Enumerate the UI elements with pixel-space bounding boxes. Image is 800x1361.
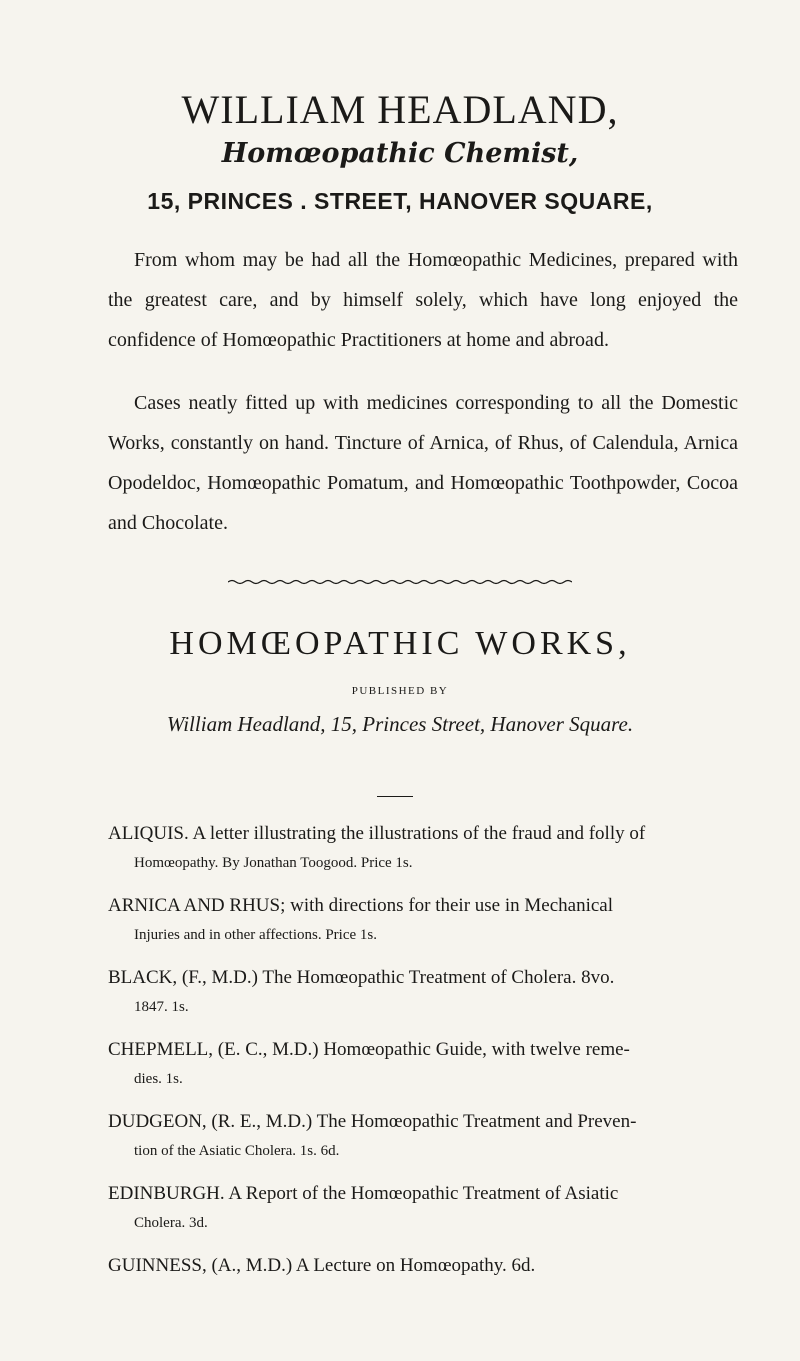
entry-details: Injuries and in other affections. Price 1s. xyxy=(134,927,377,943)
entry-title: ALIQUIS. A letter illustrating the illustrations of the fraud and folly of xyxy=(108,823,646,844)
address-line: 15, PRINCES . STREET, HANOVER SQUARE, xyxy=(147,188,653,214)
list-item xyxy=(108,962,740,1020)
list-item xyxy=(108,818,740,876)
intro-paragraph-2: Cases neatly fitted up with medicines corresponding to all the Domestic Works, constantly on hand. Tincture of Arnica, of Rhus, of Calendula, Arnica Opodeldoc, Homœopathic Pomatum, and Homœopathic Toothpowder, Cocoa and Chocolate. xyxy=(108,392,738,534)
works-list xyxy=(108,818,740,1296)
entry-title: CHEPMELL, (E. C., M.D.) Homœopathic Guide, with twelve reme- xyxy=(108,1039,630,1060)
entry-details: Cholera. 3d. xyxy=(134,1215,208,1231)
list-item xyxy=(108,1106,740,1164)
entry-details: 1847. 1s. xyxy=(134,999,189,1015)
entry-details: Homœopathy. By Jonathan Toogood. Price 1s. xyxy=(134,855,413,871)
list-item xyxy=(108,1178,740,1236)
list-item xyxy=(108,1250,740,1282)
intro-section xyxy=(108,240,738,543)
page-title: WILLIAM HEADLAND, xyxy=(181,87,619,132)
entry-details: dies. 1s. xyxy=(134,1071,183,1087)
short-divider xyxy=(377,796,413,797)
wavy-divider-line xyxy=(228,581,572,584)
list-item xyxy=(108,890,740,948)
trade-subtitle: Homœopathic Chemist, xyxy=(221,138,579,169)
published-by-label: PUBLISHED BY xyxy=(351,685,449,697)
entry-title: ARNICA AND RHUS; with directions for their use in Mechanical xyxy=(108,895,614,916)
entry-title: DUDGEON, (R. E., M.D.) The Homœopathic Treatment and Preven- xyxy=(108,1111,637,1132)
publisher-line: William Headland, 15, Princes Street, Hanover Square. xyxy=(166,712,634,736)
entry-details: tion of the Asiatic Cholera. 1s. 6d. xyxy=(134,1143,340,1159)
entry-title: BLACK, (F., M.D.) The Homœopathic Treatment of Cholera. 8vo. xyxy=(108,967,615,988)
works-section-title: HOMŒOPATHIC WORKS, xyxy=(169,625,631,662)
wavy-divider xyxy=(228,578,572,586)
intro-paragraph-1: From whom may be had all the Homœopathic Medicines, prepared with the greatest care, and by himself solely, which have long enjoyed the confidence of Homœopathic Practitioners at home and abroad. xyxy=(108,249,738,351)
entry-title: EDINBURGH. A Report of the Homœopathic Treatment of Asiatic xyxy=(108,1183,619,1204)
list-item xyxy=(108,1034,740,1092)
entry-title: GUINNESS, (A., M.D.) A Lecture on Homœopathy. 6d. xyxy=(108,1255,536,1276)
